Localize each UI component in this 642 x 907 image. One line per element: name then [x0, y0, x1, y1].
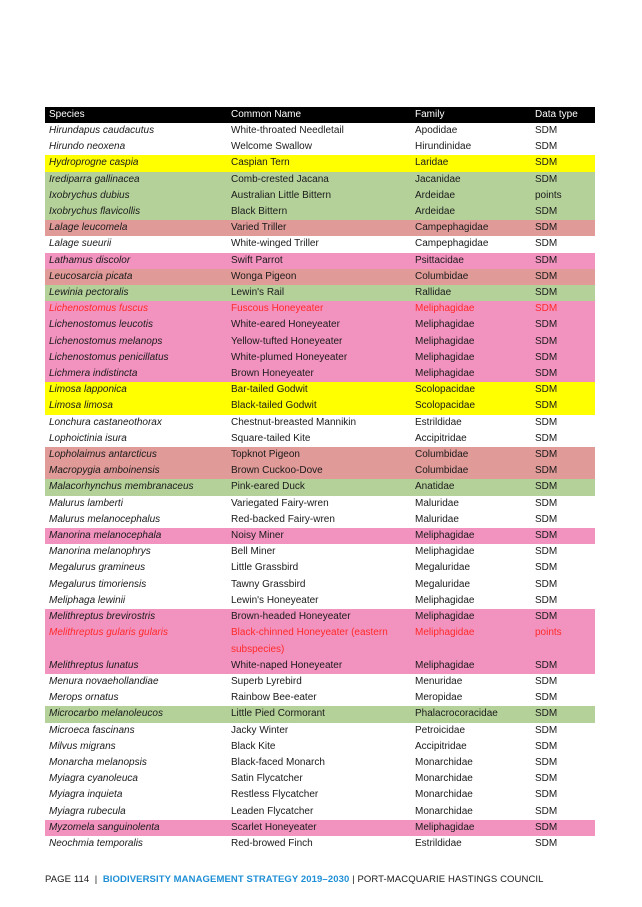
- species-cell: Monarcha melanopsis: [49, 756, 147, 768]
- data-type-cell: SDM: [535, 481, 558, 493]
- species-cell: Hirundapus caudacutus: [49, 125, 155, 136]
- common-name-cell: Caspian Tern: [231, 157, 290, 169]
- common-name-cell: Restless Flycatcher: [231, 789, 319, 801]
- table-row: [45, 625, 595, 657]
- data-type-cell: SDM: [535, 659, 558, 671]
- common-name-cell: Brown-headed Honeyeater: [231, 611, 351, 623]
- table-row: [45, 593, 595, 609]
- common-name-cell: Topknot Pigeon: [231, 449, 300, 461]
- data-type-cell: SDM: [535, 335, 558, 347]
- table-row: [45, 723, 595, 739]
- data-type-cell: SDM: [535, 805, 558, 817]
- family-cell: Monarchidae: [415, 789, 473, 801]
- table-row: [45, 350, 595, 366]
- species-cell: Lonchura castaneothorax: [49, 416, 162, 428]
- table-row: [45, 496, 595, 512]
- data-type-cell: SDM: [535, 206, 558, 218]
- species-cell: Lichenostomus penicillatus: [49, 351, 169, 363]
- species-cell: Lichenostomus melanops: [49, 335, 163, 347]
- family-cell: Phalacrocoracidae: [415, 708, 498, 720]
- data-type-cell: SDM: [535, 821, 558, 833]
- data-type-cell: SDM: [535, 497, 558, 509]
- data-type-cell: SDM: [535, 141, 558, 153]
- data-type-cell: SDM: [535, 756, 558, 768]
- family-cell: Estrildidae: [415, 416, 462, 428]
- family-cell: Accipitridae: [415, 740, 467, 752]
- species-cell: Macropygia amboinensis: [49, 465, 160, 477]
- species-cell: Lopholaimus antarcticus: [49, 449, 157, 461]
- species-cell: Megalurus gramineus: [49, 562, 146, 574]
- species-cell: Neochmia temporalis: [49, 837, 143, 849]
- species-cell: Myiagra inquieta: [49, 789, 123, 801]
- common-name-cell: Square-tailed Kite: [231, 432, 311, 444]
- family-cell: Meliphagidae: [415, 611, 475, 623]
- common-name-cell: Fuscous Honeyeater: [231, 303, 324, 315]
- species-cell: Manorina melanophrys: [49, 546, 151, 558]
- family-cell: Maluridae: [415, 513, 459, 525]
- data-type-cell: SDM: [535, 578, 558, 590]
- family-cell: Monarchidae: [415, 773, 473, 785]
- header-species: Species: [49, 109, 85, 120]
- family-cell: Meliphagidae: [415, 821, 475, 833]
- data-type-cell: SDM: [535, 254, 558, 266]
- species-cell: Menura novaehollandiae: [49, 675, 159, 687]
- family-cell: Maluridae: [415, 497, 459, 509]
- common-name-cell: Black Kite: [231, 740, 276, 752]
- common-name-cell: Brown Honeyeater: [231, 368, 314, 380]
- species-cell: Ixobrychus flavicollis: [49, 206, 141, 218]
- species-cell: Malacorhynchus membranaceus: [49, 481, 194, 493]
- table-row: [45, 787, 595, 803]
- species-cell: Melithreptus gularis gularis: [49, 627, 168, 639]
- common-name-cell: Lewin's Honeyeater: [231, 594, 319, 606]
- table-body: [45, 123, 595, 852]
- table-row: [45, 155, 595, 171]
- species-cell: Myzomela sanguinolenta: [49, 821, 160, 833]
- table-row: [45, 674, 595, 690]
- family-cell: Meliphagidae: [415, 659, 475, 671]
- common-name-cell: Noisy Miner: [231, 530, 284, 542]
- table-row: [45, 188, 595, 204]
- data-type-cell: SDM: [535, 562, 558, 574]
- common-name-cell: Satin Flycatcher: [231, 773, 303, 785]
- data-type-cell: SDM: [535, 319, 558, 331]
- common-name-cell: White-throated Needletail: [231, 125, 344, 136]
- data-type-cell: SDM: [535, 449, 558, 461]
- table-row: [45, 739, 595, 755]
- table-row: [45, 771, 595, 787]
- family-cell: Jacanidae: [415, 173, 461, 185]
- species-cell: Ixobrychus dubius: [49, 189, 130, 201]
- species-cell: Lichenostomus fuscus: [49, 303, 148, 315]
- species-cell: Lewinia pectoralis: [49, 287, 129, 299]
- table-row: [45, 301, 595, 317]
- table-row: [45, 804, 595, 820]
- data-type-cell: SDM: [535, 513, 558, 525]
- table-row: [45, 609, 595, 625]
- common-name-cell: Black-tailed Godwit: [231, 400, 317, 412]
- header-data-type: Data type: [535, 109, 578, 120]
- common-name-cell: White-plumed Honeyeater: [231, 351, 348, 363]
- family-cell: Meliphagidae: [415, 530, 475, 542]
- data-type-cell: SDM: [535, 303, 558, 315]
- data-type-cell: SDM: [535, 222, 558, 234]
- family-cell: Meliphagidae: [415, 368, 475, 380]
- data-type-cell: SDM: [535, 432, 558, 444]
- table-row: [45, 544, 595, 560]
- common-name-cell: Yellow-tufted Honeyeater: [231, 335, 343, 347]
- species-cell: Irediparra gallinacea: [49, 173, 140, 185]
- species-cell: Limosa lapponica: [49, 384, 127, 396]
- common-name-cell: Black-chinned Honeyeater (eastern subspecies): [231, 627, 388, 655]
- common-name-cell: Comb-crested Jacana: [231, 173, 329, 185]
- table-row: [45, 431, 595, 447]
- data-type-cell: SDM: [535, 238, 558, 250]
- family-cell: Meliphagidae: [415, 303, 475, 315]
- family-cell: Ardeidae: [415, 189, 456, 201]
- family-cell: Meliphagidae: [415, 319, 475, 331]
- document-title: BIODIVERSITY MANAGEMENT STRATEGY 2019–2030: [102, 874, 350, 885]
- table-header-row: [45, 107, 595, 123]
- species-cell: Limosa limosa: [49, 400, 113, 412]
- family-cell: Campephagidae: [415, 238, 489, 250]
- common-name-cell: White-winged Triller: [231, 238, 319, 250]
- data-type-cell: SDM: [535, 368, 558, 380]
- common-name-cell: Superb Lyrebird: [231, 675, 302, 687]
- common-name-cell: Little Pied Cormorant: [231, 708, 325, 720]
- family-cell: Apodidae: [415, 125, 458, 136]
- table-row: [45, 269, 595, 285]
- header-common-name: Common Name: [231, 109, 302, 120]
- data-type-cell: SDM: [535, 351, 558, 363]
- table-row: [45, 139, 595, 155]
- family-cell: Meropidae: [415, 692, 463, 704]
- family-cell: Rallidae: [415, 287, 452, 299]
- species-cell: Merops ornatus: [49, 692, 119, 704]
- family-cell: Psittacidae: [415, 254, 464, 266]
- common-name-cell: Welcome Swallow: [231, 141, 312, 153]
- table-row: [45, 577, 595, 593]
- table-row: [45, 463, 595, 479]
- common-name-cell: Red-browed Finch: [231, 837, 313, 849]
- table-row: [45, 398, 595, 414]
- data-type-cell: SDM: [535, 416, 558, 428]
- species-cell: Malurus lamberti: [49, 497, 123, 509]
- common-name-cell: Bar-tailed Godwit: [231, 384, 308, 396]
- table-row: [45, 820, 595, 836]
- common-name-cell: Pink-eared Duck: [231, 481, 305, 493]
- family-cell: Ardeidae: [415, 206, 456, 218]
- common-name-cell: Australian Little Bittern: [231, 189, 332, 201]
- table-row: [45, 528, 595, 544]
- data-type-cell: SDM: [535, 400, 558, 412]
- table-row: [45, 706, 595, 722]
- data-type-cell: SDM: [535, 773, 558, 785]
- data-type-cell: SDM: [535, 384, 558, 396]
- common-name-cell: Tawny Grassbird: [231, 578, 306, 590]
- family-cell: Menuridae: [415, 675, 463, 687]
- species-cell: Hydroprogne caspia: [49, 157, 139, 169]
- table-row: [45, 317, 595, 333]
- species-cell: Microeca fascinans: [49, 724, 135, 736]
- family-cell: Estrildidae: [415, 837, 462, 849]
- data-type-cell: points: [535, 189, 562, 201]
- data-type-cell: SDM: [535, 740, 558, 752]
- species-cell: Lichenostomus leucotis: [49, 319, 153, 331]
- species-cell: Malurus melanocephalus: [49, 513, 161, 525]
- table-row: [45, 334, 595, 350]
- footer-separator: |: [94, 874, 98, 885]
- common-name-cell: Rainbow Bee-eater: [231, 692, 317, 704]
- family-cell: Laridae: [415, 157, 449, 169]
- page-number: PAGE 114: [45, 874, 90, 885]
- data-type-cell: SDM: [535, 125, 558, 136]
- data-type-cell: SDM: [535, 546, 558, 558]
- family-cell: Meliphagidae: [415, 351, 475, 363]
- data-type-cell: points: [535, 627, 562, 639]
- family-cell: Megaluridae: [415, 562, 471, 574]
- table-row: [45, 836, 595, 852]
- species-table: [45, 107, 595, 852]
- common-name-cell: Varied Triller: [231, 222, 287, 234]
- common-name-cell: Black Bittern: [231, 206, 288, 218]
- table-row: [45, 253, 595, 269]
- table-row: [45, 123, 595, 139]
- common-name-cell: Scarlet Honeyeater: [231, 821, 317, 833]
- family-cell: Petroicidae: [415, 724, 466, 736]
- common-name-cell: Lewin's Rail: [231, 287, 285, 299]
- common-name-cell: Leaden Flycatcher: [231, 805, 314, 817]
- common-name-cell: Brown Cuckoo-Dove: [231, 465, 323, 477]
- table-row: [45, 285, 595, 301]
- common-name-cell: Bell Miner: [231, 546, 276, 558]
- family-cell: Meliphagidae: [415, 335, 475, 347]
- common-name-cell: Jacky Winter: [231, 724, 289, 736]
- common-name-cell: Variegated Fairy-wren: [231, 497, 329, 509]
- species-cell: Lathamus discolor: [49, 254, 131, 266]
- species-cell: Melithreptus lunatus: [49, 659, 139, 671]
- page-footer: [45, 874, 544, 885]
- family-cell: Scolopacidae: [415, 384, 476, 396]
- council-name: PORT-MACQUARIE HASTINGS COUNCIL: [357, 874, 544, 885]
- table-row: [45, 479, 595, 495]
- family-cell: Monarchidae: [415, 756, 473, 768]
- species-cell: Lalage sueurii: [49, 238, 112, 250]
- data-type-cell: SDM: [535, 708, 558, 720]
- species-cell: Myiagra rubecula: [49, 805, 126, 817]
- family-cell: Scolopacidae: [415, 400, 476, 412]
- table-row: [45, 220, 595, 236]
- table-row: [45, 658, 595, 674]
- family-cell: Anatidae: [415, 481, 455, 493]
- common-name-cell: Wonga Pigeon: [231, 270, 297, 282]
- data-type-cell: SDM: [535, 594, 558, 606]
- table-row: [45, 382, 595, 398]
- species-cell: Myiagra cyanoleuca: [49, 773, 138, 785]
- species-cell: Meliphaga lewinii: [49, 594, 126, 606]
- species-cell: Megalurus timoriensis: [49, 578, 147, 590]
- species-cell: Hirundo neoxena: [49, 141, 126, 153]
- table-row: [45, 560, 595, 576]
- data-type-cell: SDM: [535, 287, 558, 299]
- common-name-cell: White-naped Honeyeater: [231, 659, 343, 671]
- common-name-cell: White-eared Honeyeater: [231, 319, 340, 331]
- data-type-cell: SDM: [535, 724, 558, 736]
- family-cell: Campephagidae: [415, 222, 489, 234]
- species-cell: Manorina melanocephala: [49, 530, 162, 542]
- data-type-cell: SDM: [535, 789, 558, 801]
- family-cell: Columbidae: [415, 465, 469, 477]
- common-name-cell: Black-faced Monarch: [231, 756, 325, 768]
- footer-separator: |: [352, 874, 355, 885]
- family-cell: Columbidae: [415, 449, 469, 461]
- family-cell: Monarchidae: [415, 805, 473, 817]
- family-cell: Columbidae: [415, 270, 469, 282]
- species-cell: Lalage leucomela: [49, 222, 128, 234]
- table-row: [45, 172, 595, 188]
- common-name-cell: Little Grassbird: [231, 562, 299, 574]
- species-cell: Microcarbo melanoleucos: [49, 708, 163, 720]
- header-family: Family: [415, 109, 445, 120]
- family-cell: Accipitridae: [415, 432, 467, 444]
- family-cell: Megaluridae: [415, 578, 471, 590]
- species-cell: Lophoictinia isura: [49, 432, 127, 444]
- table-row: [45, 366, 595, 382]
- data-type-cell: SDM: [535, 692, 558, 704]
- data-type-cell: SDM: [535, 530, 558, 542]
- data-type-cell: SDM: [535, 675, 558, 687]
- species-cell: Milvus migrans: [49, 740, 116, 752]
- data-type-cell: SDM: [535, 270, 558, 282]
- data-type-cell: SDM: [535, 465, 558, 477]
- species-cell: Melithreptus brevirostris: [49, 611, 156, 623]
- table-row: [45, 512, 595, 528]
- species-cell: Leucosarcia picata: [49, 270, 133, 282]
- species-cell: Lichmera indistincta: [49, 368, 138, 380]
- common-name-cell: Chestnut-breasted Mannikin: [231, 416, 357, 428]
- data-type-cell: SDM: [535, 157, 558, 169]
- table-row: [45, 236, 595, 252]
- family-cell: Meliphagidae: [415, 546, 475, 558]
- table-row: [45, 415, 595, 431]
- common-name-cell: Red-backed Fairy-wren: [231, 513, 335, 525]
- data-type-cell: SDM: [535, 611, 558, 623]
- table-row: [45, 447, 595, 463]
- table-row: [45, 755, 595, 771]
- data-type-cell: SDM: [535, 837, 558, 849]
- family-cell: Meliphagidae: [415, 627, 475, 639]
- common-name-cell: Swift Parrot: [231, 254, 283, 266]
- family-cell: Hirundinidae: [415, 141, 472, 153]
- family-cell: Meliphagidae: [415, 594, 475, 606]
- table-row: [45, 690, 595, 706]
- data-type-cell: SDM: [535, 173, 558, 185]
- table-row: [45, 204, 595, 220]
